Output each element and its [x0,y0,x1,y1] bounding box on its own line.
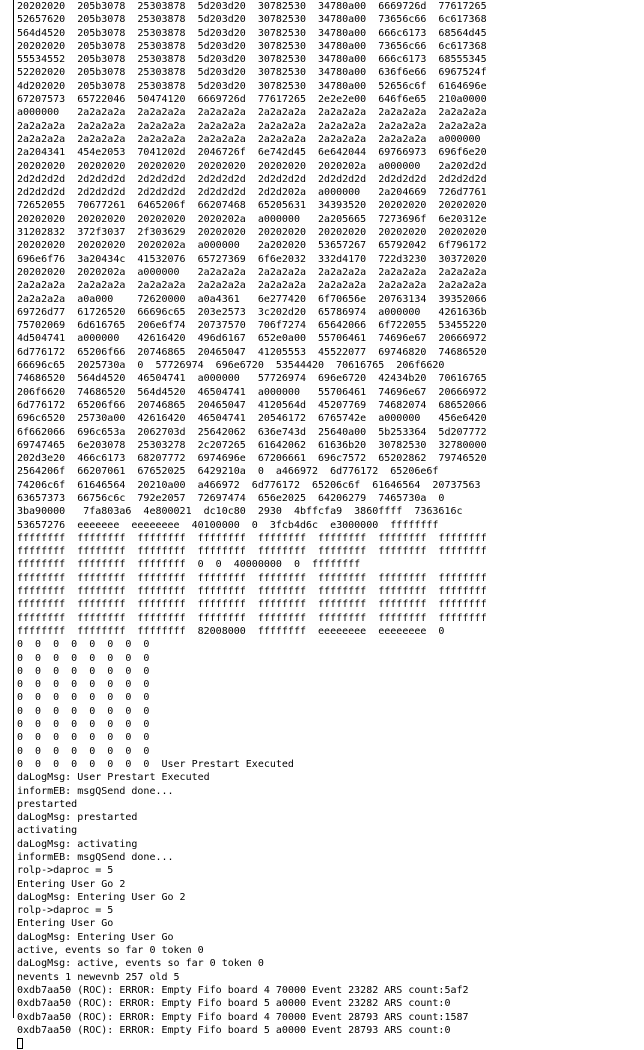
terminal-line: activating [17,825,78,837]
terminal-line: 696c6520 25730a00 42616420 46504741 20546172 6765742e a000000 456e6420 [17,413,487,425]
terminal-line: active, events so far 0 token 0 [17,945,204,957]
terminal-line: informEB: msgQSend done... [17,852,174,863]
terminal-line: ffffffff ffffffff ffffffff 0 0 40000000 0 ffffffff [17,559,361,571]
terminal-line: 206f6620 74686520 564d4520 46504741 a000000 55706461 74696e67 20666972 [17,386,487,398]
terminal-line: 0xdb7aa50 (ROC): ERROR: Empty Fifo board 4 70000 Event 23282 ARS count:5af2 [17,984,469,996]
terminal-line: informEB: msgQSend done... [17,785,174,797]
terminal-output [17,0,641,1050]
terminal-line: Entering User Go [17,918,114,930]
cursor-icon [17,1038,23,1049]
terminal-line: 0 0 0 0 0 0 0 0 [17,705,150,717]
terminal-line: ffffffff ffffffff ffffffff ffffffff ffffffff ffffffff ffffffff ffffffff [17,612,487,624]
terminal-line: 52657620 205b3078 25303878 5d203d20 30782530 34780a00 73656c66 6c617368 [17,14,487,26]
terminal-line: Entering User Go 2 [17,878,126,890]
terminal-line: 20202020 205b3078 25303878 5d203d20 30782530 34780a00 6669726d 77617265 [17,1,487,12]
terminal-line: 0 0 0 0 0 0 0 0 [17,692,150,704]
terminal-line: daLogMsg: active, events so far 0 token 0 [17,958,264,970]
terminal-line: 0xdb7aa50 (ROC): ERROR: Empty Fifo board 4 70000 Event 28793 ARS count:1587 [17,1011,469,1023]
terminal-line: 2564206f 66207061 67652025 6429210a 0 a466972 6d776172 65206e6f [17,466,439,478]
terminal-line: rolp->daproc = 5 [17,905,114,917]
terminal-line: nevents 1 newevnb 257 old 5 [17,971,180,983]
terminal-line: 69726d77 61726520 66696c65 203e2573 3c202d20 65786974 a000000 4261636b [17,306,487,318]
terminal-line: 696e6f76 3a20434c 41532076 65727369 6f6e2032 332d4170 722d3230 30372020 [17,253,487,265]
terminal-line: 3ba90000 7fa803a6 4e800021 dc10c80 2930 4bffcfa9 3860ffff 7363616c [17,506,463,518]
terminal-line: rolp->daproc = 5 [17,865,114,877]
terminal-line: 2a2a2a2a 2a2a2a2a 2a2a2a2a 2a2a2a2a 2a2a2a2a 2a2a2a2a 2a2a2a2a 2a2a2a2a [17,120,487,132]
terminal-line: 2a2a2a2a 2a2a2a2a 2a2a2a2a 2a2a2a2a 2a2a2a2a 2a2a2a2a 2a2a2a2a a000000 [17,133,481,145]
terminal-line: 52202020 205b3078 25303878 5d203d20 30782530 34780a00 636f6e66 6967524f [17,67,487,79]
terminal-line: 69747465 6e203078 25303278 2c207265 61642062 61636b20 30782530 32780000 [17,439,487,451]
terminal-line: 20202020 20202020 20202020 2020202a a000000 2a205665 7273696f 6e20312e [17,213,487,225]
terminal-line: 67207573 65722046 50474120 6669726d 77617265 2e2e2e00 646f6e65 210a0000 [17,94,487,106]
terminal-line: 6f662066 696c653a 2062703d 25642062 636e743d 25640a00 5b253364 5d207772 [17,426,487,438]
terminal-line: 0 0 0 0 0 0 0 0 [17,745,150,757]
terminal-line: 0xdb7aa50 (ROC): ERROR: Empty Fifo board 5 a0000 Event 28793 ARS count:0 [17,1024,451,1036]
terminal-line: prestarted [17,798,78,810]
terminal-line: ffffffff ffffffff ffffffff 82008000 ffffffff eeeeeeee eeeeeeee 0 [17,625,445,637]
prompt-line[interactable] [17,1037,641,1050]
terminal-line: 564d4520 205b3078 25303878 5d203d20 30782530 34780a00 666c6173 68564d45 [17,27,487,39]
terminal-line: ffffffff ffffffff ffffffff ffffffff ffffffff ffffffff ffffffff ffffffff [17,599,487,611]
terminal-line: 0 0 0 0 0 0 0 0 [17,652,150,664]
terminal-line: 53657276 eeeeeee eeeeeeee 40100000 0 3fcb4d6c e3000000 ffffffff [17,519,439,531]
terminal-line: 0xdb7aa50 (ROC): ERROR: Empty Fifo board 5 a0000 Event 23282 ARS count:0 [17,998,451,1010]
terminal-line: ffffffff ffffffff ffffffff ffffffff ffffffff ffffffff ffffffff ffffffff [17,586,487,598]
terminal-line: 0 0 0 0 0 0 0 0 User Prestart Executed [17,758,294,770]
terminal-line: 20202020 20202020 20202020 20202020 20202020 2020202a a000000 2a202d2d [17,160,487,172]
terminal-line: 55534552 205b3078 25303878 5d203d20 30782530 34780a00 666c6173 68555345 [17,54,487,66]
terminal-line: 0 0 0 0 0 0 0 0 [17,639,150,651]
terminal-line: daLogMsg: prestarted [17,812,138,824]
terminal-line: daLogMsg: User Prestart Executed [17,772,210,784]
terminal-line: 0 0 0 0 0 0 0 0 [17,665,150,677]
terminal-line: 74686520 564d4520 46504741 a000000 57726974 696e6720 42434b20 70616765 [17,373,487,385]
terminal-line: 31202832 372f3037 2f303629 20202020 20202020 20202020 20202020 20202020 [17,227,487,239]
terminal-line: 66696c65 2025730a 0 57726974 696e6720 53544420 70616765 206f6620 [17,360,445,372]
terminal-line: ffffffff ffffffff ffffffff ffffffff ffffffff ffffffff ffffffff ffffffff [17,546,487,558]
terminal-line: 75702069 6d616765 206e6f74 20737570 706f7274 65642066 6f722055 53455220 [17,320,487,332]
terminal-line: daLogMsg: activating [17,838,138,850]
terminal-line: 72652055 70677261 6465206f 66207468 65205631 34393520 20202020 20202020 [17,200,487,212]
terminal-left-border [13,0,14,1018]
terminal-line: 0 0 0 0 0 0 0 0 [17,719,150,731]
terminal-line: 2d2d2d2d 2d2d2d2d 2d2d2d2d 2d2d2d2d 2d2d202a a000000 2a204669 726d7761 [17,187,487,199]
terminal-line: 63657373 66756c6c 792e2057 72697474 656e2025 64206279 7465730a 0 [17,492,445,504]
terminal-line: 20202020 20202020 2020202a a000000 2a202020 53657267 65792042 6f796172 [17,240,487,252]
terminal-line: 2a2a2a2a 2a2a2a2a 2a2a2a2a 2a2a2a2a 2a2a2a2a 2a2a2a2a 2a2a2a2a 2a2a2a2a [17,280,487,292]
terminal-line: 202d3e20 466c6173 68207772 6974696e 67206661 696c7572 65202862 79746520 [17,453,487,465]
terminal-line: 2a204341 454e2053 7041202d 2046726f 6e742d45 6e642044 69766973 696f6e20 [17,147,487,159]
terminal-line: 2a2a2a2a a0a000 72620000 a0a4361 6e277420 6f70656e 20763134 39352066 [17,293,487,305]
terminal-line: 20202020 2020202a a000000 2a2a2a2a 2a2a2a2a 2a2a2a2a 2a2a2a2a 2a2a2a2a [17,266,487,278]
terminal-line: 20202020 205b3078 25303878 5d203d20 30782530 34780a00 73656c66 6c617368 [17,40,487,52]
terminal-line: 0 0 0 0 0 0 0 0 [17,732,150,744]
terminal-line: daLogMsg: Entering User Go 2 [17,891,186,903]
terminal-line: 6d776172 65206f66 20746865 20465047 4120564d 45207769 74682074 68652066 [17,399,487,411]
terminal-line: 6d776172 65206f66 20746865 20465047 41205553 45522077 69746820 74686520 [17,346,487,358]
terminal-line: a000000 2a2a2a2a 2a2a2a2a 2a2a2a2a 2a2a2a2a 2a2a2a2a 2a2a2a2a 2a2a2a2a [17,107,487,119]
terminal-line: 0 0 0 0 0 0 0 0 [17,679,150,691]
terminal-line: ffffffff ffffffff ffffffff ffffffff ffffffff ffffffff ffffffff ffffffff [17,572,487,584]
terminal-line: ffffffff ffffffff ffffffff ffffffff ffffffff ffffffff ffffffff ffffffff [17,532,487,544]
terminal-line: 2d2d2d2d 2d2d2d2d 2d2d2d2d 2d2d2d2d 2d2d2d2d 2d2d2d2d 2d2d2d2d 2d2d2d2d [17,173,487,185]
terminal-line: 4d202020 205b3078 25303878 5d203d20 30782530 34780a00 52656c6f 6164696e [17,80,487,92]
terminal-line: 4d504741 a000000 42616420 496d6167 652e0a00 55706461 74696e67 20666972 [17,333,487,345]
terminal-line: daLogMsg: Entering User Go [17,931,174,943]
terminal-line: 74206c6f 61646564 20210a00 a466972 6d776172 65206c6f 61646564 20737563 [17,479,481,491]
